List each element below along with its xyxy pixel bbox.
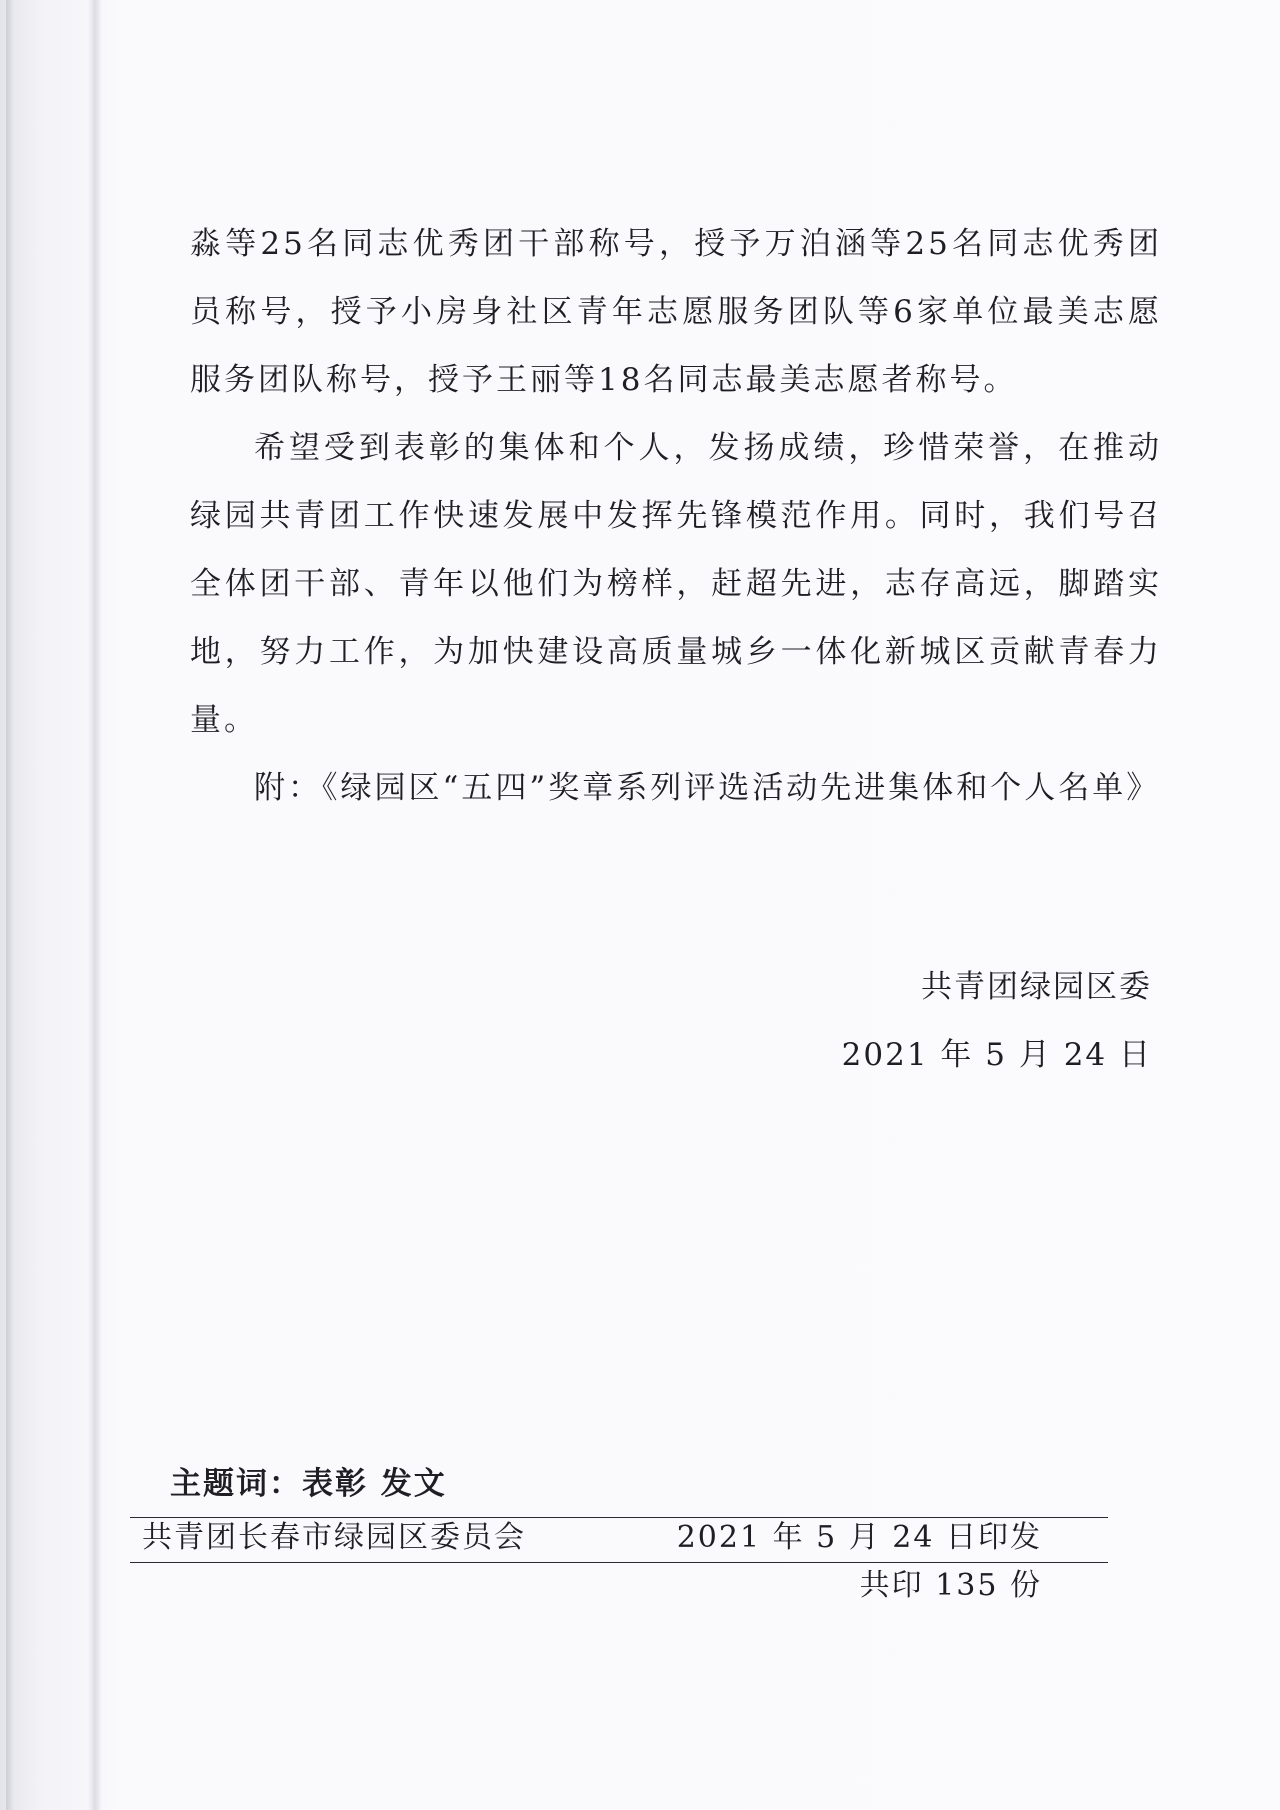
signature-date: 2021 年 5 月 24 日: [841, 1037, 1152, 1073]
subject-keywords: 主题词：表彰 发文: [170, 1466, 447, 1502]
paragraph-attachment: 附：《绿园区“五四”奖章系列评选活动先进集体和个人名单》: [254, 770, 1161, 806]
paragraph-hope-and-call: 希望受到表彰的集体和个人，发扬成绩，珍惜荣誉，在推动绿园共青团工作快速发展中发挥先锋模范作用。同时，我们号召全体团干部、青年以他们为榜样，赶超先进，志存高远，脚踏实地，努力工作，为加快建设高质量城乡一体化新城区贡献青春力量。: [190, 430, 1162, 738]
signature-org: 共青团绿园区委: [921, 969, 1152, 1005]
page-edge-shadow: [6, 0, 14, 1810]
binding-fold-shadow: [88, 0, 102, 1810]
print-copies: 共印 135 份: [859, 1568, 1042, 1603]
signature-block: [842, 953, 1152, 1089]
paragraph-commendation-continued: 淼等25名同志优秀团干部称号，授予万泊涵等25名同志优秀团员称号，授予小房身社区青年志愿服务团队等6家单位最美志愿服务团队称号，授予王丽等18名同志最美志愿者称号。: [190, 226, 1162, 398]
issue-date: 2021 年 5 月 24 日印发: [676, 1520, 1042, 1555]
body-text: [190, 210, 1162, 822]
issuing-organization: 共青团长春市绿园区委员会: [142, 1520, 526, 1555]
